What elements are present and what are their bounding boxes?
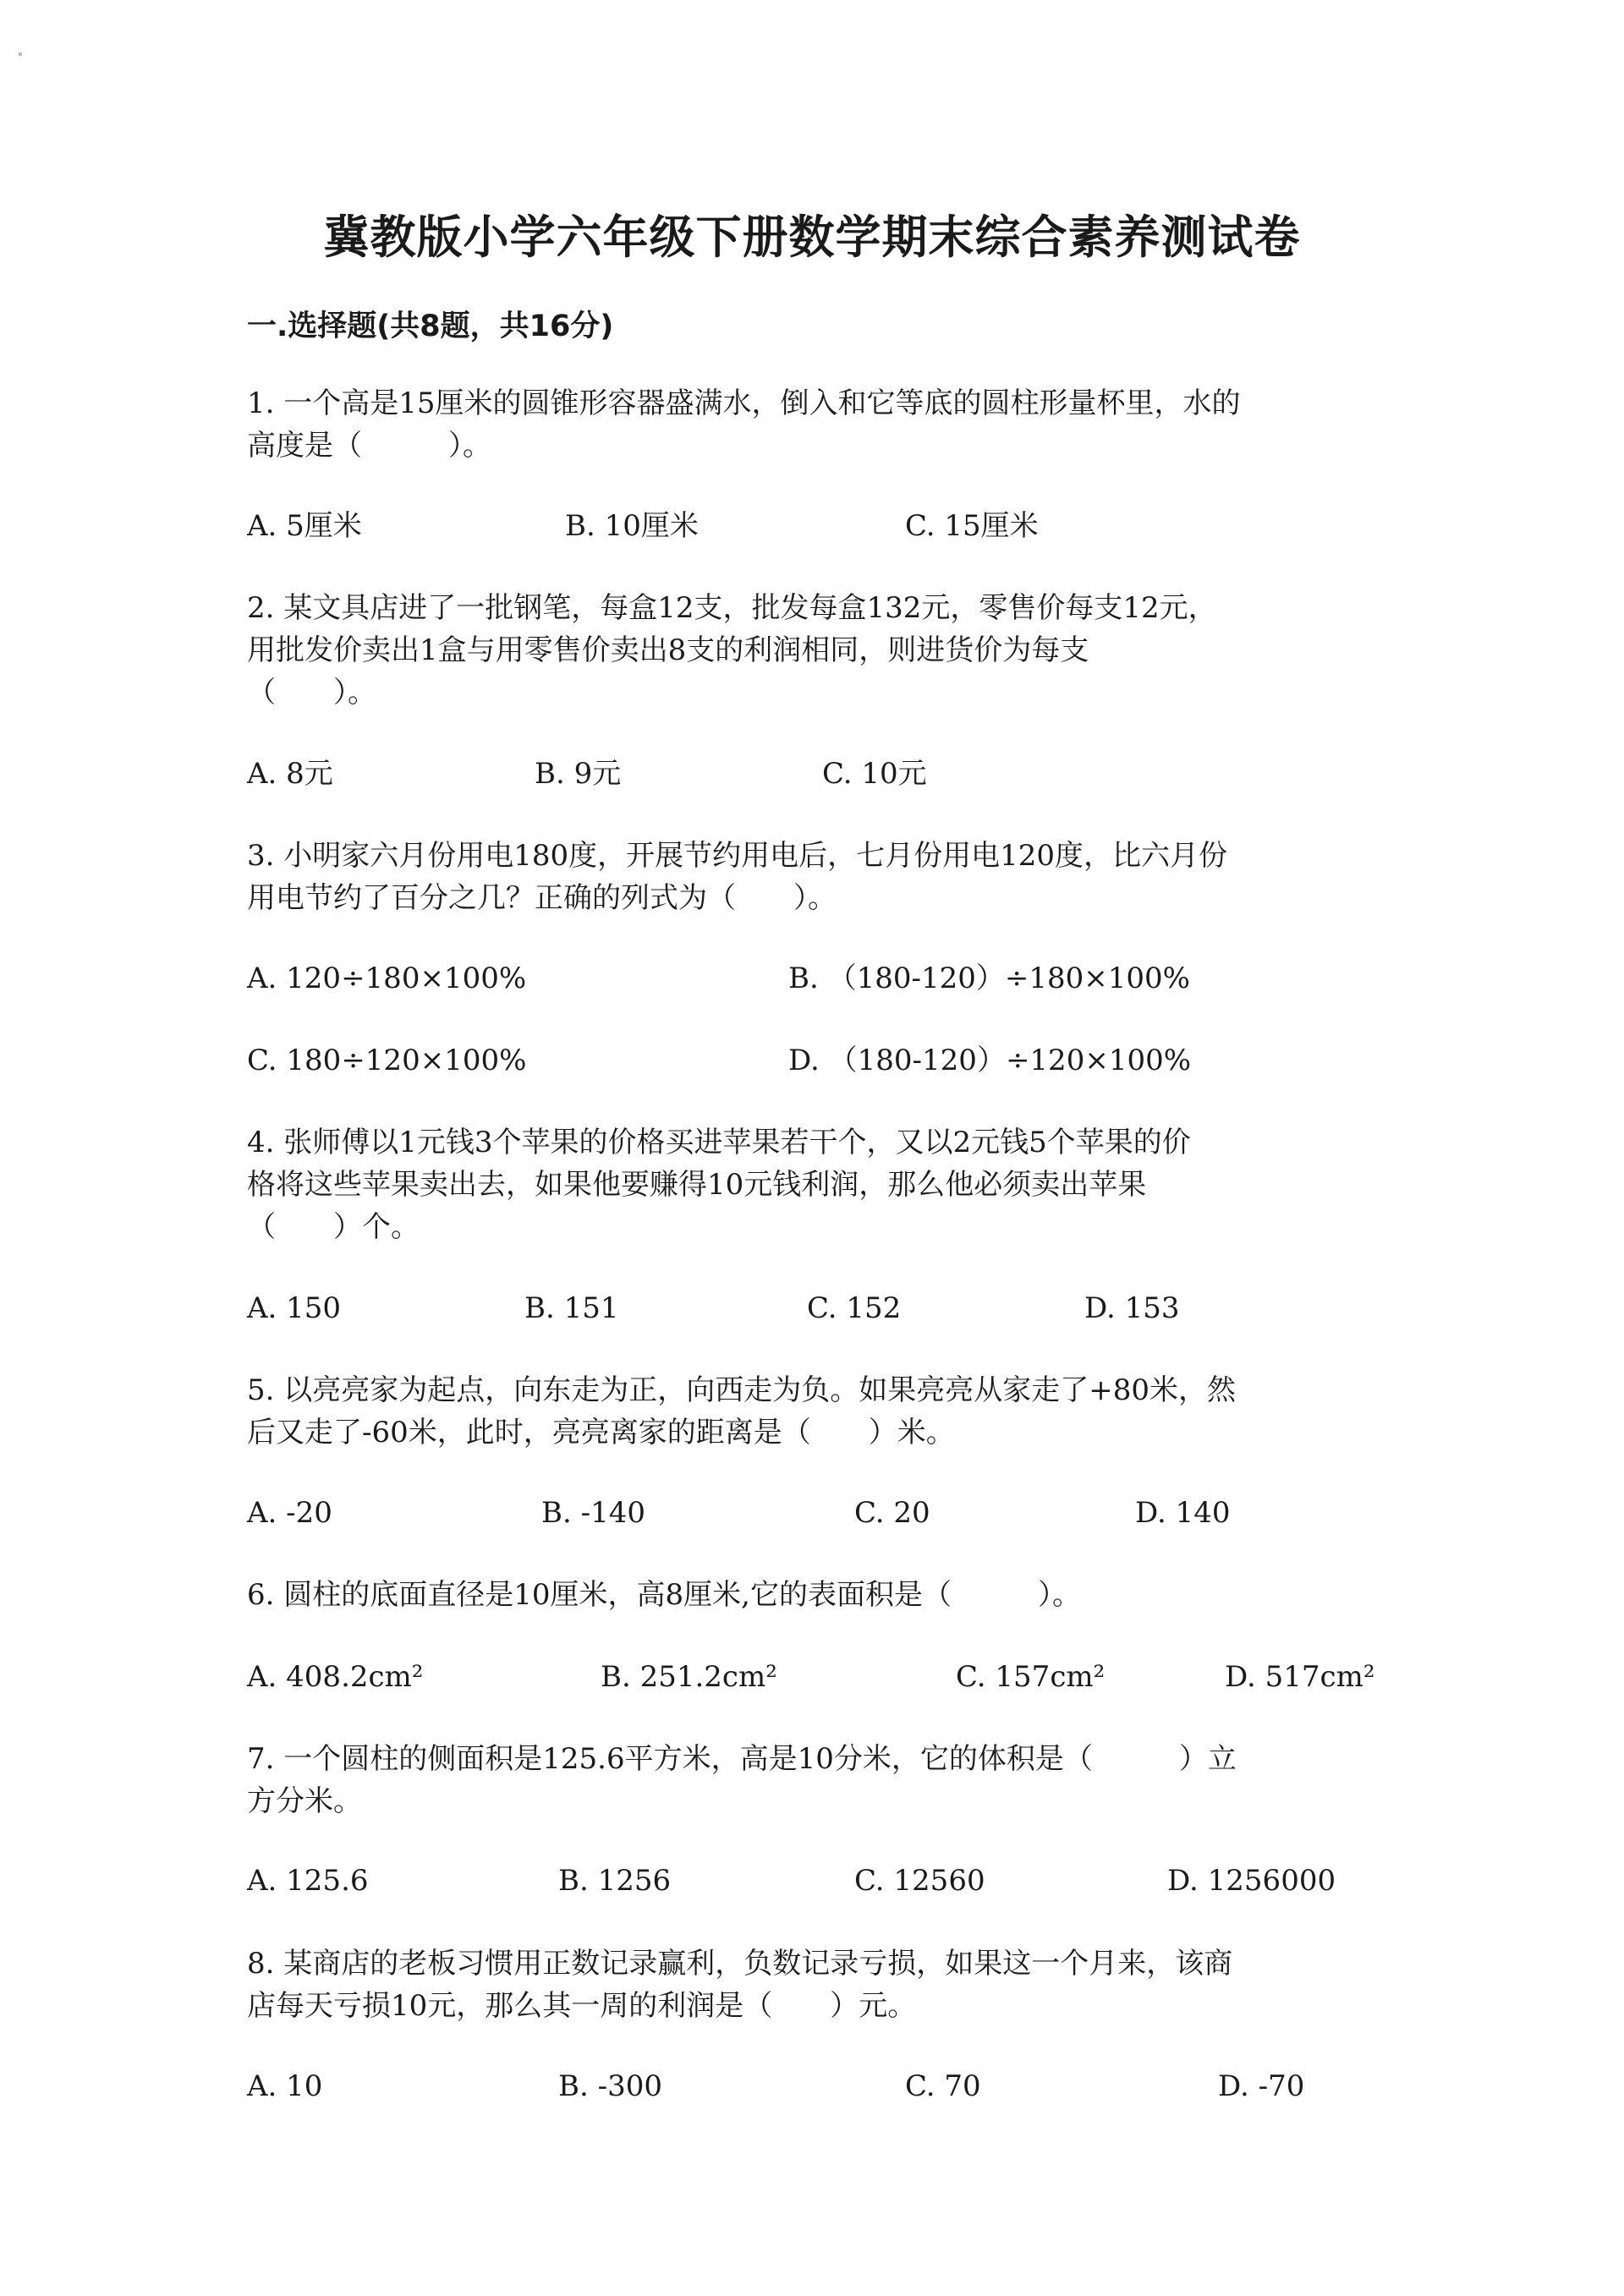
option-d: D. 517cm² [1225,1660,1375,1694]
option-b: B. 1256 [558,1864,672,1898]
option-b: B. 9元 [535,757,622,791]
option-d: D. （180-120）÷120×100% [788,1044,1192,1077]
question-line: 用批发价卖出1盒与用零售价卖出8支的利润相同，则进货价为每支 [247,633,1089,667]
question-line: 6. 圆柱的底面直径是10厘米，高8厘米,它的表面积是（ ）。 [247,1578,1081,1612]
question-line: （ ）个。 [247,1210,420,1244]
question-7 [247,1738,1389,1822]
question-3-options-row-2 [247,1039,1389,1082]
option-b: B. （180-120）÷180×100% [788,962,1190,995]
question-8-options [247,2065,1389,2107]
question-line: 1. 一个高是15厘米的圆锥形容器盛满水，倒入和它等底的圆柱形量杯里，水的 [247,386,1241,420]
question-6-options [247,1656,1389,1698]
option-c: C. 152 [807,1291,902,1325]
question-6 [247,1574,1389,1616]
option-a: A. 10 [247,2069,323,2103]
option-c: C. 15厘米 [905,509,1039,543]
question-line: （ ）。 [247,676,376,710]
question-5-options [247,1492,1389,1534]
question-4 [247,1121,1389,1248]
question-line: 高度是（ ）。 [247,429,491,463]
question-2-options [247,753,1389,795]
question-line: 4. 张师傅以1元钱3个苹果的价格买进苹果若干个，又以2元钱5个苹果的价 [247,1126,1191,1159]
option-a: A. 408.2cm² [247,1660,424,1694]
option-a: A. 125.6 [247,1864,369,1898]
question-line: 2. 某文具店进了一批钢笔，每盒12支，批发每盒132元，零售价每支12元， [247,591,1217,625]
question-1 [247,382,1389,467]
option-a: A. 5厘米 [247,509,362,543]
question-5 [247,1369,1389,1454]
question-line: 格将这些苹果卖出去，如果他要赚得10元钱利润，那么他必须卖出苹果 [247,1168,1147,1202]
option-a: A. -20 [247,1496,332,1530]
option-a: A. 150 [247,1291,342,1325]
question-line: 3. 小明家六月份用电180度，开展节约用电后，七月份用电120度，比六月份 [247,839,1228,873]
question-7-options [247,1860,1389,1902]
question-1-options [247,505,1389,547]
option-c: C. 20 [854,1496,930,1530]
question-line: 方分米。 [247,1784,362,1818]
option-b: B. 10厘米 [565,509,699,543]
corner-mark [19,52,22,56]
question-3-options [247,957,1389,1000]
exam-title: 冀教版小学六年级下册数学期末综合素养测试卷 [323,210,1301,264]
question-line: 7. 一个圆柱的侧面积是125.6平方米，高是10分米，它的体积是（ ）立 [247,1742,1237,1776]
option-b: B. -140 [541,1496,645,1530]
option-d: D. 1256000 [1167,1864,1336,1898]
option-c: C. 10元 [822,757,927,791]
section-heading: 一.选择题(共8题，共16分) [247,310,614,343]
option-c: C. 157cm² [956,1660,1106,1694]
option-d: D. 140 [1135,1496,1231,1530]
option-d: D. 153 [1084,1291,1180,1325]
option-a: A. 120÷180×100% [247,962,527,995]
question-line: 后又走了-60米，此时，亮亮离家的距离是（ ）米。 [247,1416,955,1449]
question-line: 5. 以亮亮家为起点，向东走为正，向西走为负。如果亮亮从家走了+80米，然 [247,1373,1236,1407]
option-c: C. 180÷120×100% [247,1044,527,1077]
question-2 [247,587,1389,714]
option-b: B. 151 [524,1291,619,1325]
option-c: C. 12560 [854,1864,985,1898]
option-b: B. 251.2cm² [601,1660,777,1694]
option-d: D. -70 [1218,2069,1305,2103]
question-line: 用电节约了百分之几？正确的列式为（ ）。 [247,881,837,915]
option-b: B. -300 [558,2069,662,2103]
question-line: 8. 某商店的老板习惯用正数记录赢利，负数记录亏损，如果这一个月来，该商 [247,1947,1233,1981]
question-4-options [247,1287,1389,1329]
option-a: A. 8元 [247,757,333,791]
question-line: 店每天亏损10元，那么其一周的利润是（ ）元。 [247,1989,917,2023]
option-c: C. 70 [905,2069,981,2103]
question-3 [247,835,1389,919]
question-8 [247,1943,1389,2027]
